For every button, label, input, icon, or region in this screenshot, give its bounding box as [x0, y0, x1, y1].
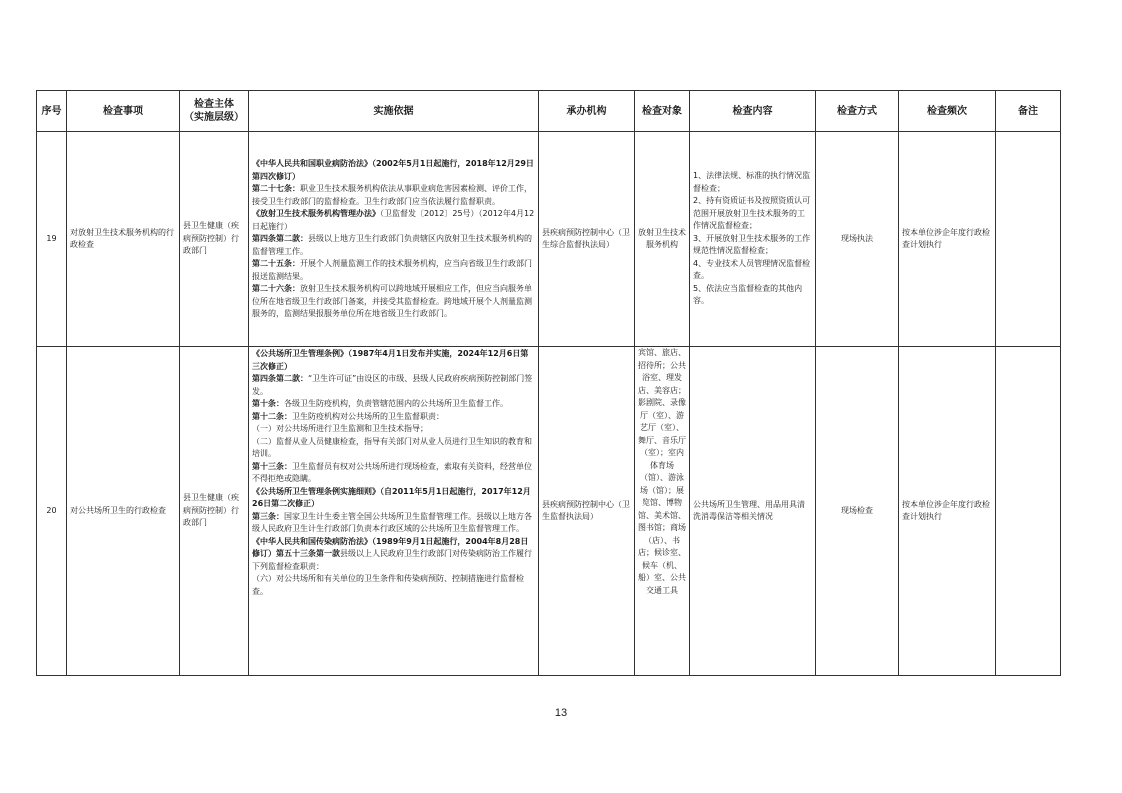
basis-line: 第四条第二款：县级以上地方卫生行政部门负责辖区内放射卫生技术服务机构的监督管理工作。: [252, 234, 532, 256]
header-no: 序号: [37, 91, 67, 132]
row-method: 现场执法: [816, 132, 899, 347]
basis-line: 第三条：国家卫生计生委主管全国公共场所卫生监督管理工作。县级以上地方各级人民政府卫生计生行政部门负责本行政区域的公共场所卫生监督管理工作。: [252, 511, 532, 533]
basis-line: 《中华人民共和国职业病防治法》（2002年5月1日起施行，2018年12月29日第四次修订）: [252, 159, 534, 181]
basis-line: 第二十六条：放射卫生技术服务机构可以跨地域开展相应工作，但应当向服务单位所在地省级卫生行政部门备案，并接受其监督检查。跨地域开展个人剂量监测服务的，监测结果报服务单位所在地省级卫生行政部门。: [252, 284, 532, 319]
basis-line: （六）对公共场所和有关单位的卫生条件和传染病预防、控制措施进行监督检查。: [252, 574, 524, 596]
content-line: 2、持有资质证书及按照资质认可范围开展放射卫生技术服务的工作情况监督检查；: [693, 196, 811, 231]
page-number: 13: [554, 707, 568, 719]
row-target: 放射卫生技术服务机构: [635, 132, 690, 347]
row-remark: [996, 132, 1061, 347]
row-basis: [249, 347, 539, 676]
row-agency: 县疾病预防控制中心（卫生综合监督执法局）: [539, 132, 635, 347]
row-method: 现场检查: [816, 347, 899, 676]
row-no: 19: [37, 132, 67, 347]
header-method: 检查方式: [816, 91, 899, 132]
basis-line: 《中华人民共和国传染病防治法》（1989年9月1日起施行，2004年8月28日修订）第五十三条第一款县级以上人民政府卫生行政部门对传染病防治工作履行下列监督检查职责：: [252, 536, 532, 571]
row-subject: 县卫生健康（疾病预防控制）行政部门: [180, 132, 249, 347]
basis-line: 第十条：各级卫生防疫机构，负责管辖范围内的公共场所卫生监督工作。: [252, 399, 508, 408]
content-line: 4、专业技术人员管理情况监督检查。: [693, 258, 811, 281]
row-item: 对放射卫生技术服务机构的行政检查: [67, 132, 180, 347]
basis-line: 《公共场所卫生管理条例实施细则》（自2011年5月1日起施行，2017年12月26日第二次修正）: [252, 486, 531, 508]
basis-line: 《公共场所卫生管理条例》（1987年4月1日发布并实施，2024年12月6日第三次修正）: [252, 349, 529, 371]
content-line: 5、依法应当监督检查的其他内容。: [693, 283, 803, 306]
row-frequency: 按本单位涉企年度行政检查计划执行: [899, 347, 996, 676]
row-content: [690, 347, 816, 676]
basis-line: （二）监督从业人员健康检查，指导有关部门对从业人员进行卫生知识的教育和培训。: [252, 436, 532, 458]
header-item: 检查事项: [67, 91, 180, 132]
content-line: 3、开展放射卫生技术服务的工作规范性情况监督检查；: [693, 233, 811, 256]
content-line: 1、法律法规、标准的执行情况监督检查；: [693, 171, 811, 193]
row-agency: 县疾病预防控制中心（卫生监督执法局）: [539, 347, 635, 676]
header-frequency: 检查频次: [899, 91, 996, 132]
table-row: [37, 347, 1061, 676]
basis-line: 第二十七条：职业卫生技术服务机构依法从事职业病危害因素检测、评价工作，接受卫生行政部门的监督检查。卫生行政部门应当依法履行监督职责。: [252, 184, 532, 206]
basis-line: 第十三条：卫生监督员有权对公共场所进行现场检查，索取有关资料，经营单位不得拒绝或隐瞒。: [252, 461, 532, 483]
header-basis: 实施依据: [249, 91, 539, 132]
inspection-table: [36, 90, 1061, 676]
basis-line: 第二十五条：开展个人剂量监测工作的技术服务机构，应当向省级卫生行政部门报送监测结果。: [252, 259, 532, 281]
header-remark: 备注: [996, 91, 1061, 132]
row-remark: [996, 347, 1061, 676]
table-header-row: [37, 91, 1061, 132]
basis-line: （一）对公共场所进行卫生监测和卫生技术指导；: [252, 424, 428, 433]
content-line: 公共场所卫生管理、用品用具清洗消毒保洁等相关情况: [693, 499, 805, 521]
row-basis: [249, 132, 539, 347]
row-no: 20: [37, 347, 67, 676]
basis-line: 《放射卫生技术服务机构管理办法》（卫监督发〔2012〕25号）（2012年4月12日起施行）: [252, 209, 535, 231]
row-item: 对公共场所卫生的行政检查: [67, 347, 180, 676]
header-content: 检查内容: [690, 91, 816, 132]
row-content: [690, 132, 816, 347]
basis-line: 第十二条：卫生防疫机构对公共场所的卫生监督职责：: [252, 411, 444, 421]
header-target: 检查对象: [635, 91, 690, 132]
row-subject: 县卫生健康（疾病预防控制）行政部门: [180, 347, 249, 676]
header-subject: 检查主体 （实施层级）: [180, 91, 249, 132]
table-row: [37, 132, 1061, 347]
header-agency: 承办机构: [539, 91, 635, 132]
row-frequency: 按本单位涉企年度行政检查计划执行: [899, 132, 996, 347]
row-target: 宾馆、旅店、招待所；公共浴室、理发店、美容店；影剧院、录像厅（室）、游艺厅（室）、舞厅、音乐厅（室）；室内体育场（馆）、游泳场（馆）；展览馆、博物馆、美术馆、图书馆；商场（店）、书店；候诊室、候车（机、船）室、公共交通工具: [635, 347, 690, 676]
basis-line: 第四条第二款：“卫生许可证”由设区的市级、县级人民政府疾病预防控制部门签发。: [252, 374, 533, 396]
